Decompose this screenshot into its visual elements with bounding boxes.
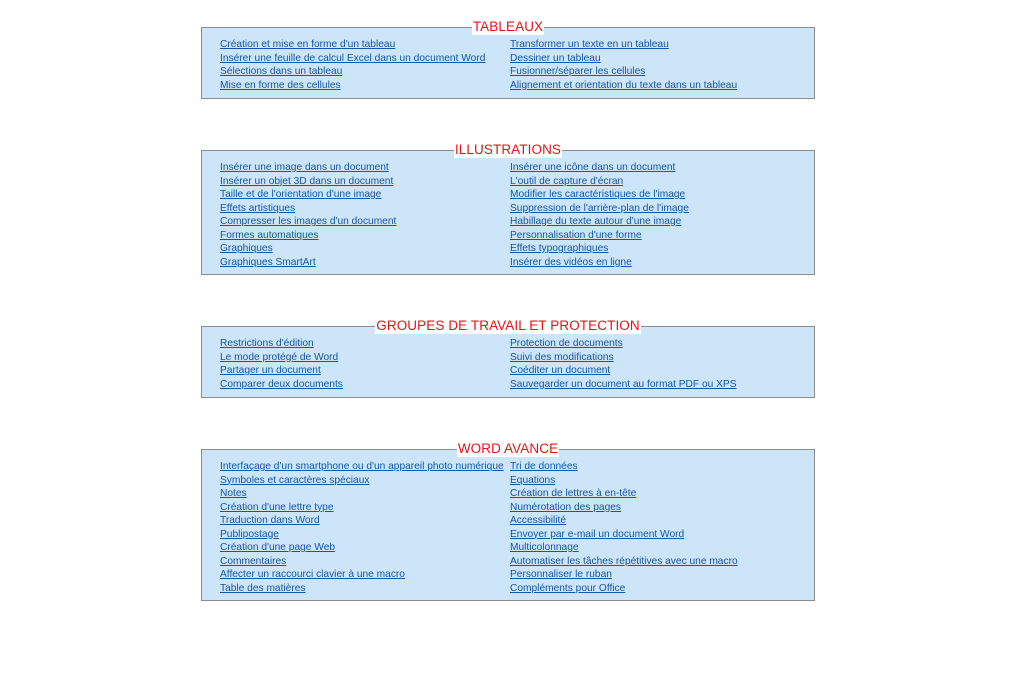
- link-raccourci-clavier-macro[interactable]: Affecter un raccourci clavier à une macro: [220, 569, 405, 580]
- link-inserer-objet-3d[interactable]: Insérer un objet 3D dans un document: [220, 175, 394, 187]
- right-column: [510, 161, 810, 269]
- link-creation-lettre-type[interactable]: Création d'une lettre type: [220, 501, 334, 513]
- link-creation-mise-en-forme-tableau[interactable]: Création et mise en forme d'un tableau: [220, 39, 396, 50]
- section-tableaux: [201, 19, 815, 99]
- link-tri-donnees[interactable]: Tri de données: [510, 461, 578, 472]
- section-title: WORD AVANCE: [457, 441, 559, 456]
- link-multicolonnage[interactable]: Multicolonnage: [510, 542, 579, 553]
- link-traduction[interactable]: Traduction dans Word: [220, 515, 320, 526]
- right-column: [510, 337, 810, 391]
- link-equations[interactable]: Equations: [510, 474, 556, 486]
- left-column: [220, 337, 510, 391]
- link-columns: [220, 337, 814, 391]
- link-accessibilite[interactable]: Accessibilité: [510, 515, 567, 526]
- link-suivi-modifications[interactable]: Suivi des modifications: [510, 351, 614, 363]
- link-compresser-images[interactable]: Compresser les images d'un document: [220, 216, 397, 227]
- section-word-avance: [201, 441, 815, 601]
- link-columns: [220, 460, 814, 595]
- link-inserer-feuille-excel[interactable]: Insérer une feuille de calcul Excel dans un document Word: [220, 52, 486, 64]
- link-restrictions-edition[interactable]: Restrictions d'édition: [220, 338, 314, 349]
- link-personnaliser-ruban[interactable]: Personnaliser le ruban: [510, 569, 612, 580]
- link-commentaires[interactable]: Commentaires: [220, 555, 287, 567]
- section-title: ILLUSTRATIONS: [454, 142, 562, 157]
- left-column: [220, 161, 510, 269]
- link-inserer-videos[interactable]: Insérer des vidéos en ligne: [510, 256, 632, 268]
- section-title: TABLEAUX: [472, 19, 544, 34]
- link-lettres-en-tete[interactable]: Création de lettres à en-tête: [510, 488, 637, 499]
- left-column: [220, 460, 510, 595]
- link-numerotation-pages[interactable]: Numérotation des pages: [510, 501, 621, 513]
- section-title-wrapper: [202, 19, 814, 35]
- link-outil-capture-ecran[interactable]: L'outil de capture d'écran: [510, 175, 624, 187]
- link-mode-protege[interactable]: Le mode protégé de Word: [220, 351, 339, 363]
- link-suppression-arriere-plan[interactable]: Suppression de l'arrière-plan de l'image: [510, 202, 689, 214]
- link-table-matieres[interactable]: Table des matières: [220, 582, 306, 594]
- right-column: [510, 460, 810, 595]
- link-complements-office[interactable]: Compléments pour Office: [510, 582, 626, 594]
- section-illustrations: [201, 142, 815, 275]
- link-protection-documents[interactable]: Protection de documents: [510, 338, 623, 349]
- section-title: GROUPES DE TRAVAIL ET PROTECTION: [376, 318, 640, 333]
- link-notes[interactable]: Notes: [220, 488, 247, 499]
- link-coediter-document[interactable]: Coéditer un document: [510, 365, 611, 376]
- link-interfacage-smartphone[interactable]: Interfaçage d'un smartphone ou d'un appareil photo numérique: [220, 461, 504, 472]
- link-inserer-image[interactable]: Insérer une image dans un document: [220, 162, 389, 173]
- link-partager-document[interactable]: Partager un document: [220, 365, 321, 376]
- link-transformer-texte-tableau[interactable]: Transformer un texte en un tableau: [510, 39, 669, 50]
- link-alignement-orientation-texte[interactable]: Alignement et orientation du texte dans un tableau: [510, 79, 738, 91]
- link-graphiques[interactable]: Graphiques: [220, 243, 273, 254]
- section-title-wrapper: [202, 318, 814, 334]
- link-personnalisation-forme[interactable]: Personnalisation d'une forme: [510, 229, 642, 241]
- right-column: [510, 38, 810, 92]
- link-envoyer-email[interactable]: Envoyer par e-mail un document Word: [510, 528, 685, 540]
- link-taille-orientation-image[interactable]: Taille et de l'orientation d'une image: [220, 189, 382, 200]
- link-effets-artistiques[interactable]: Effets artistiques: [220, 202, 296, 214]
- link-formes-automatiques[interactable]: Formes automatiques: [220, 229, 319, 241]
- link-symboles-caracteres[interactable]: Symboles et caractères spéciaux: [220, 474, 370, 486]
- link-fusionner-separer-cellules[interactable]: Fusionner/séparer les cellules: [510, 66, 646, 77]
- link-mise-en-forme-cellules[interactable]: Mise en forme des cellules: [220, 79, 341, 91]
- section-groupes-travail-protection: [201, 318, 815, 398]
- link-columns: [220, 38, 814, 92]
- link-dessiner-tableau[interactable]: Dessiner un tableau: [510, 52, 601, 64]
- link-inserer-icone[interactable]: Insérer une icône dans un document: [510, 162, 676, 173]
- link-graphiques-smartart[interactable]: Graphiques SmartArt: [220, 256, 316, 268]
- link-creation-page-web[interactable]: Création d'une page Web: [220, 542, 336, 553]
- link-modifier-caracteristiques-image[interactable]: Modifier les caractéristiques de l'image: [510, 189, 686, 200]
- link-effets-typographiques[interactable]: Effets typographiques: [510, 243, 609, 254]
- link-habillage-texte[interactable]: Habillage du texte autour d'une image: [510, 216, 682, 227]
- section-title-wrapper: [202, 142, 814, 158]
- link-publipostage[interactable]: Publipostage: [220, 528, 279, 540]
- section-title-wrapper: [202, 441, 814, 457]
- left-column: [220, 38, 510, 92]
- link-comparer-documents[interactable]: Comparer deux documents: [220, 378, 343, 390]
- link-selections-tableau[interactable]: Sélections dans un tableau: [220, 66, 343, 77]
- link-automatiser-macro[interactable]: Automatiser les tâches répétitives avec une macro: [510, 555, 738, 567]
- link-columns: [220, 161, 814, 269]
- link-sauvegarder-pdf-xps[interactable]: Sauvegarder un document au format PDF ou XPS: [510, 378, 737, 390]
